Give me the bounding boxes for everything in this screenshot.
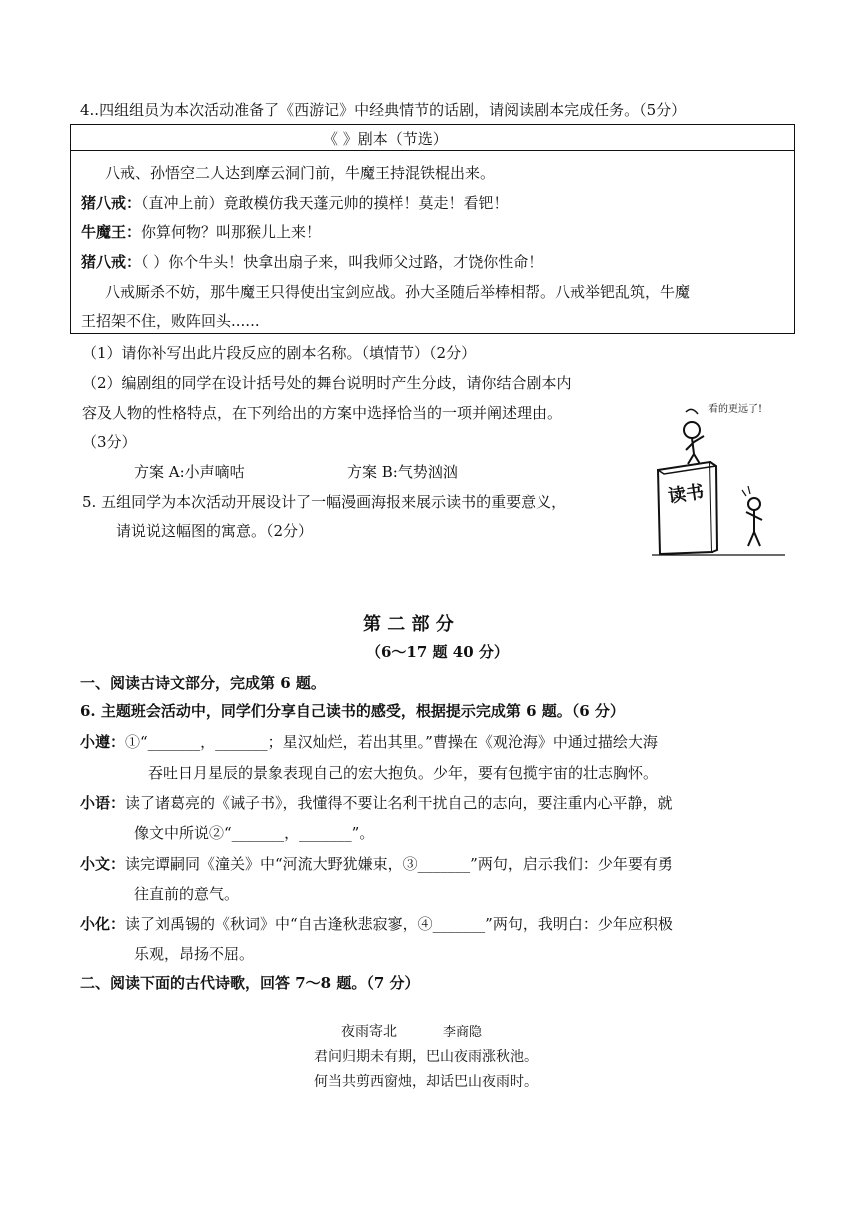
speaker-niumowang: 牛魔王： bbox=[81, 223, 142, 241]
xiaoyu-line1 bbox=[80, 792, 673, 813]
option-b: 方案 B:气势汹汹 bbox=[347, 463, 458, 481]
q4-sub2-line2: 容及人物的性格特点，在下列给出的方案中选择恰当的一项并阐述理由。 bbox=[82, 404, 563, 422]
xiaowen-text: 读完谭嗣同《潼关》中“河流大野犹嫌束，③_______”两句，启示我们：少年要有勇 bbox=[125, 855, 673, 873]
script-header-row bbox=[71, 125, 794, 151]
part2-title: 第 二 部 分 bbox=[363, 614, 454, 635]
xiaohua-text: 读了刘禹锡的《秋词》中“自古逢秋悲寂寥，④_______”两句，我明白：少年应积极 bbox=[125, 915, 673, 933]
cartoon-caption: 看的更远了! bbox=[708, 404, 763, 415]
script-line-4 bbox=[81, 251, 543, 272]
speaker-xiaoyu: 小语： bbox=[80, 794, 126, 812]
q5-line1: 5. 五组同学为本次活动开展设计了一幅漫画海报来展示读书的重要意义， bbox=[82, 493, 567, 511]
reading-cartoon bbox=[650, 392, 790, 560]
script-box bbox=[70, 124, 795, 334]
xiaowen-line2: 往直前的意气。 bbox=[134, 885, 240, 903]
dialogue-text: （直冲上前）竟敢模仿我天蓬元帅的摸样！莫走！看钯！ bbox=[141, 194, 509, 212]
poem-line-2: 何当共剪西窗烛，却话巴山夜雨时。 bbox=[314, 1074, 538, 1090]
script-line-5b: 王招架不住，败阵回头...... bbox=[81, 312, 260, 330]
section1-heading: 一、阅读古诗文部分，完成第 6 题。 bbox=[80, 674, 326, 692]
option-a: 方案 A:小声嘀咕 bbox=[134, 463, 245, 481]
section2-heading: 二、阅读下面的古代诗歌，回答 7～8 题。（7 分） bbox=[80, 974, 420, 992]
xiaowen-line1 bbox=[80, 853, 673, 874]
xiaozun-line2: 吞吐日月星辰的景象表现自己的宏大抱负。少年，要有包揽宇宙的壮志胸怀。 bbox=[148, 764, 659, 782]
xiaohua-line1 bbox=[80, 913, 673, 934]
script-header: 《 》剧本（节选） bbox=[323, 130, 448, 148]
speaker-xiaohua: 小化： bbox=[80, 915, 126, 933]
part2-subtitle: （6～17 题 40 分） bbox=[366, 643, 509, 661]
q6-prompt bbox=[80, 700, 625, 721]
script-line-3 bbox=[81, 221, 321, 242]
cartoon-book-label: 读书 bbox=[666, 481, 706, 508]
xiaoyu-text: 读了诸葛亮的《诫子书》，我懂得不要让名利干扰自己的志向，要注重内心平静，就 bbox=[125, 794, 673, 812]
speaker-zhubajie: 猪八戒： bbox=[81, 253, 142, 271]
q4-sub2-line3: （3分） bbox=[82, 433, 137, 451]
speaker-xiaozun: 小遵： bbox=[80, 733, 126, 751]
speaker-xiaowen: 小文： bbox=[80, 855, 126, 873]
cartoon-illustration bbox=[650, 392, 790, 560]
xiaohua-line2: 乐观，昂扬不屈。 bbox=[134, 945, 255, 963]
dialogue-text: 你算何物？叫那猴儿上来！ bbox=[141, 223, 322, 241]
poem-author: 李商隐 bbox=[443, 1025, 483, 1040]
script-line-2 bbox=[81, 192, 509, 213]
speaker-zhubajie: 猪八戒： bbox=[81, 194, 142, 212]
q6-text: 6. 主题班会活动中，同学们分享自己读书的感受，根据提示完成第 6 题。（6 分） bbox=[80, 702, 625, 720]
xiaozun-line1 bbox=[80, 731, 658, 752]
q4-sub1: （1）请你补写出此片段反应的剧本名称。（填情节）（2分） bbox=[82, 344, 477, 362]
q4-sub2-line1: （2）编剧组的同学在设计括号处的舞台说明时产生分歧，请你结合剧本内 bbox=[82, 374, 572, 392]
poem-title: 夜雨寄北 bbox=[341, 1024, 397, 1040]
script-line-1: 八戒、孙悟空二人达到摩云洞门前，牛魔王持混铁棍出来。 bbox=[105, 164, 496, 182]
q4-prompt: 4..四组组员为本次活动准备了《西游记》中经典情节的话剧，请阅读剧本完成任务。（5分） bbox=[80, 101, 687, 119]
dialogue-text: （ ）你个牛头！快拿出扇子来，叫我师父过路，才饶你性命！ bbox=[141, 253, 544, 271]
xiaozun-text: ①“_______，_______；星汉灿烂，若出其里。”曹操在《观沧海》中通过描绘大海 bbox=[125, 733, 658, 751]
script-line-5a: 八戒厮杀不妨，那牛魔王只得使出宝剑应战。孙大圣随后举棒相帮。八戒举钯乱筑，牛魔 bbox=[105, 283, 691, 301]
q5-line2: 请说说这幅图的寓意。（2分） bbox=[116, 522, 314, 540]
poem-line-1: 君问归期未有期，巴山夜雨涨秋池。 bbox=[314, 1049, 538, 1065]
xiaoyu-line2: 像文中所说②“_______，_______”。 bbox=[134, 824, 375, 842]
